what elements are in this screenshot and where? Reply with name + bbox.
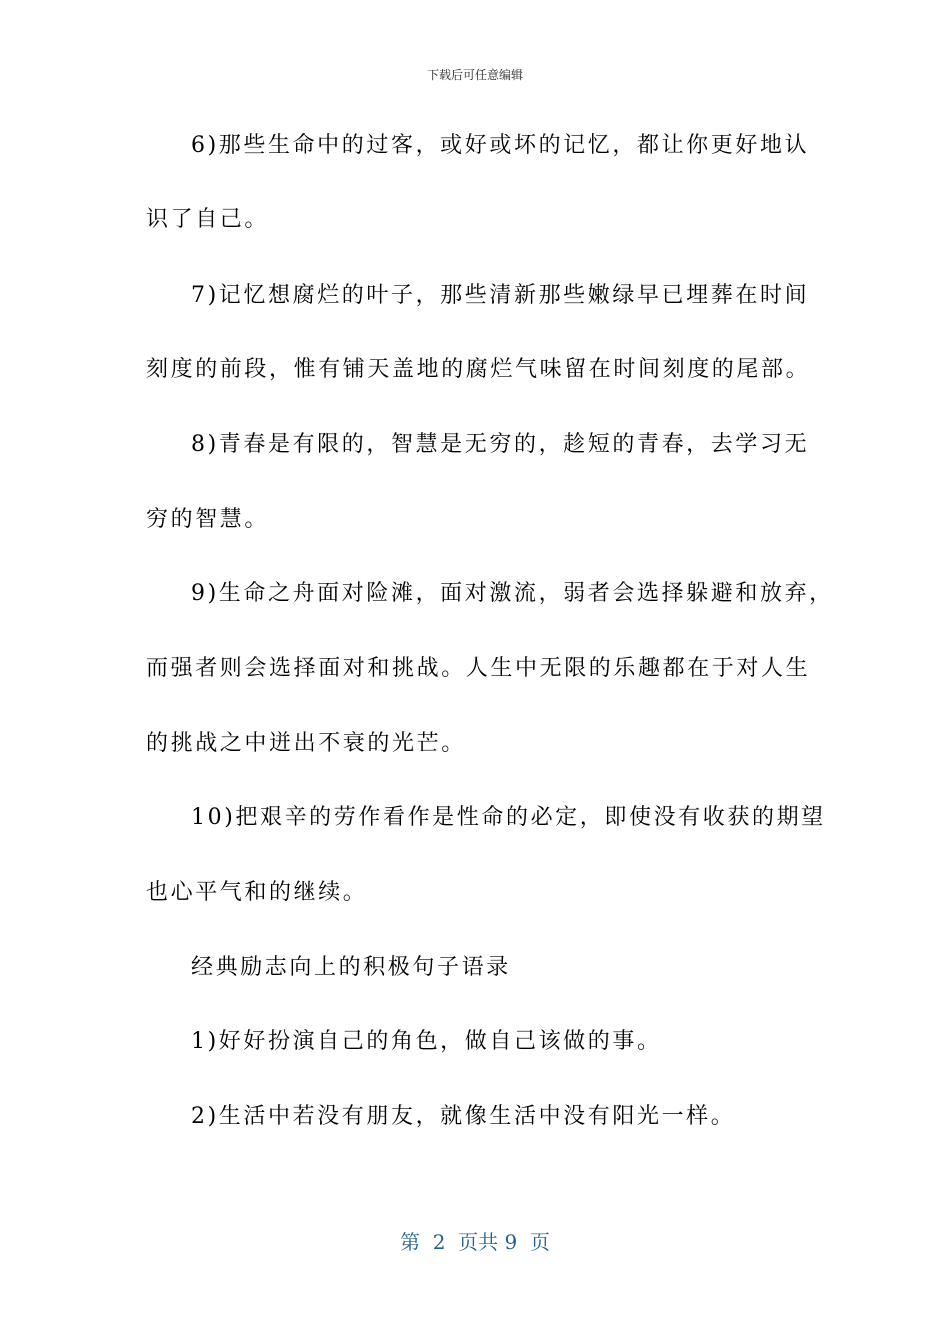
- paragraph-line: 8)青春是有限的，智慧是无穷的，趁短的青春，去学习无: [191, 432, 810, 457]
- paragraph-line: 而强者则会选择面对和挑战。人生中无限的乐趣都在于对人生: [146, 656, 811, 681]
- paragraph-line: 穷的智慧。: [146, 507, 270, 532]
- paragraph-line: 1)好好扮演自己的角色，做自己该做的事。: [191, 1029, 662, 1054]
- paragraph-line: 的挑战之中迸出不衰的光芒。: [146, 731, 466, 756]
- section-heading: 经典励志向上的积极句子语录: [191, 955, 511, 980]
- paragraph-line: 6)那些生命中的过客，或好或坏的记忆，都让你更好地认: [191, 133, 810, 158]
- page-header: 下载后可任意编辑: [426, 68, 523, 82]
- paragraph-line: 2)生活中若没有朋友，就像生活中没有阳光一样。: [191, 1104, 736, 1129]
- page-number-footer: 第 2 页共 9 页: [400, 1230, 550, 1254]
- paragraph-line: 也心平气和的继续。: [146, 880, 368, 905]
- paragraph-line: 识了自己。: [146, 207, 270, 232]
- paragraph-line: 7)记忆想腐烂的叶子，那些清新那些嫩绿早已埋葬在时间: [191, 283, 810, 308]
- paragraph-line: 刻度的前段，惟有铺天盖地的腐烂气味留在时间刻度的尾部。: [146, 357, 811, 382]
- paragraph-line: 9)生命之舟面对险滩，面对激流，弱者会选择躲避和放弃，: [191, 581, 834, 606]
- paragraph-line: 10)把艰辛的劳作看作是性命的必定，即使没有收获的期望: [191, 805, 826, 830]
